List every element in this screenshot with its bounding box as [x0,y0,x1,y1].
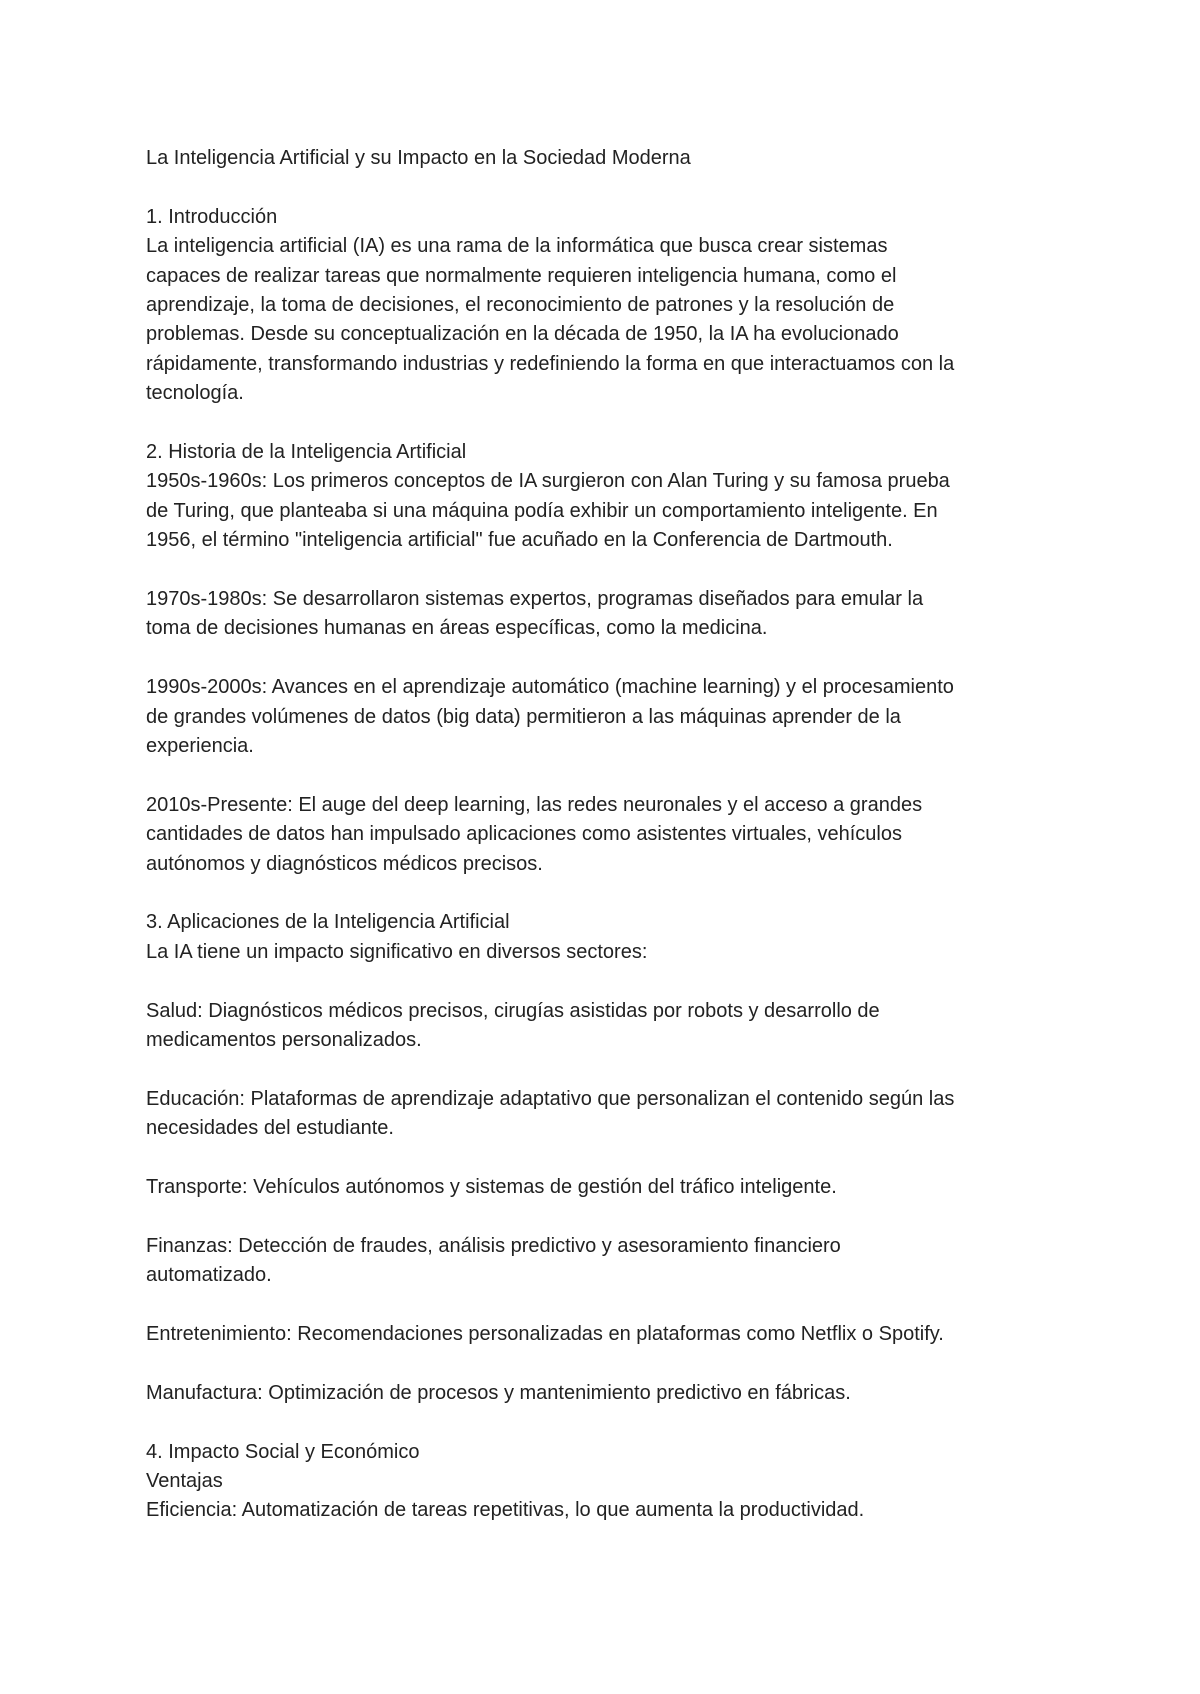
impact-efficiency-line: Eficiencia: Automatización de tareas repetitivas, lo que aumenta la productividad. [146,1499,865,1522]
intro-line: La inteligencia artificial (IA) es una rama de la informática que busca crear sistemas [146,235,888,258]
paragraph-spacer [146,556,1066,585]
history-1950s-line: 1950s-1960s: Los primeros conceptos de IA surgieron con Alan Turing y su famosa prueba [146,470,950,493]
paragraph-spacer [146,644,1066,673]
intro-line: rápidamente, transformando industrias y redefiniendo la forma en que interactuamos con la [146,352,955,375]
history-1970s-line: toma de decisiones humanas en áreas específicas, como la medicina. [146,617,768,640]
document-body [146,144,1066,1526]
history-1990s-line: 1990s-2000s: Avances en el aprendizaje automático (machine learning) y el procesamiento [146,676,954,699]
paragraph-spacer [146,1055,1066,1084]
intro-line: tecnología. [146,382,244,405]
paragraph-spacer [146,1144,1066,1173]
history-2010s-line: 2010s-Presente: El auge del deep learning, las redes neuronales y el acceso a grandes [146,793,923,816]
paragraph-spacer [146,1408,1066,1437]
application-entertainment-line: Entretenimiento: Recomendaciones personalizadas en plataformas como Netflix o Spotify. [146,1323,944,1346]
application-manufacturing-line: Manufactura: Optimización de procesos y mantenimiento predictivo en fábricas. [146,1381,851,1404]
paragraph-spacer [146,967,1066,996]
impact-subheading-advantages: Ventajas [146,1470,223,1493]
application-education-line: Educación: Plataformas de aprendizaje adaptativo que personalizan el contenido según las [146,1087,955,1110]
application-education-line: necesidades del estudiante. [146,1117,394,1140]
paragraph-spacer [146,761,1066,790]
history-2010s-line: cantidades de datos han impulsado aplicaciones como asistentes virtuales, vehículos [146,823,902,846]
application-health-line: Salud: Diagnósticos médicos precisos, cirugías asistidas por robots y desarrollo de [146,999,880,1022]
paragraph-spacer [146,879,1066,908]
history-1950s-line: de Turing, que planteaba si una máquina podía exhibir un comportamiento inteligente. En [146,499,938,522]
application-health-line: medicamentos personalizados. [146,1029,422,1052]
applications-intro: La IA tiene un impacto significativo en diversos sectores: [146,940,648,963]
history-1990s-line: experiencia. [146,735,254,758]
intro-line: capaces de realizar tareas que normalmente requieren inteligencia humana, como el [146,264,897,287]
intro-line: problemas. Desde su conceptualización en la década de 1950, la IA ha evolucionado [146,323,899,346]
paragraph-spacer [146,1349,1066,1378]
paragraph-spacer [146,409,1066,438]
section-heading-applications: 3. Aplicaciones de la Inteligencia Artificial [146,911,510,934]
history-1970s-line: 1970s-1980s: Se desarrollaron sistemas expertos, programas diseñados para emular la [146,588,924,611]
application-transport-line: Transporte: Vehículos autónomos y sistemas de gestión del tráfico inteligente. [146,1176,837,1199]
history-2010s-line: autónomos y diagnósticos médicos precisos. [146,852,543,875]
application-finance-line: automatizado. [146,1264,272,1287]
section-heading-history: 2. Historia de la Inteligencia Artificial [146,441,467,464]
intro-line: aprendizaje, la toma de decisiones, el reconocimiento de patrones y la resolución de [146,294,895,317]
application-finance-line: Finanzas: Detección de fraudes, análisis predictivo y asesoramiento financiero [146,1234,841,1257]
section-heading-introduction: 1. Introducción [146,205,278,228]
history-1950s-line: 1956, el término "inteligencia artificial" fue acuñado en la Conferencia de Dartmouth. [146,529,893,552]
document-title: La Inteligencia Artificial y su Impacto en la Sociedad Moderna [146,147,691,169]
paragraph-spacer [146,173,1066,202]
history-1990s-line: de grandes volúmenes de datos (big data) permitieron a las máquinas aprender de la [146,705,901,728]
section-heading-impact: 4. Impacto Social y Económico [146,1440,420,1463]
paragraph-spacer [146,1291,1066,1320]
paragraph-spacer [146,1202,1066,1231]
